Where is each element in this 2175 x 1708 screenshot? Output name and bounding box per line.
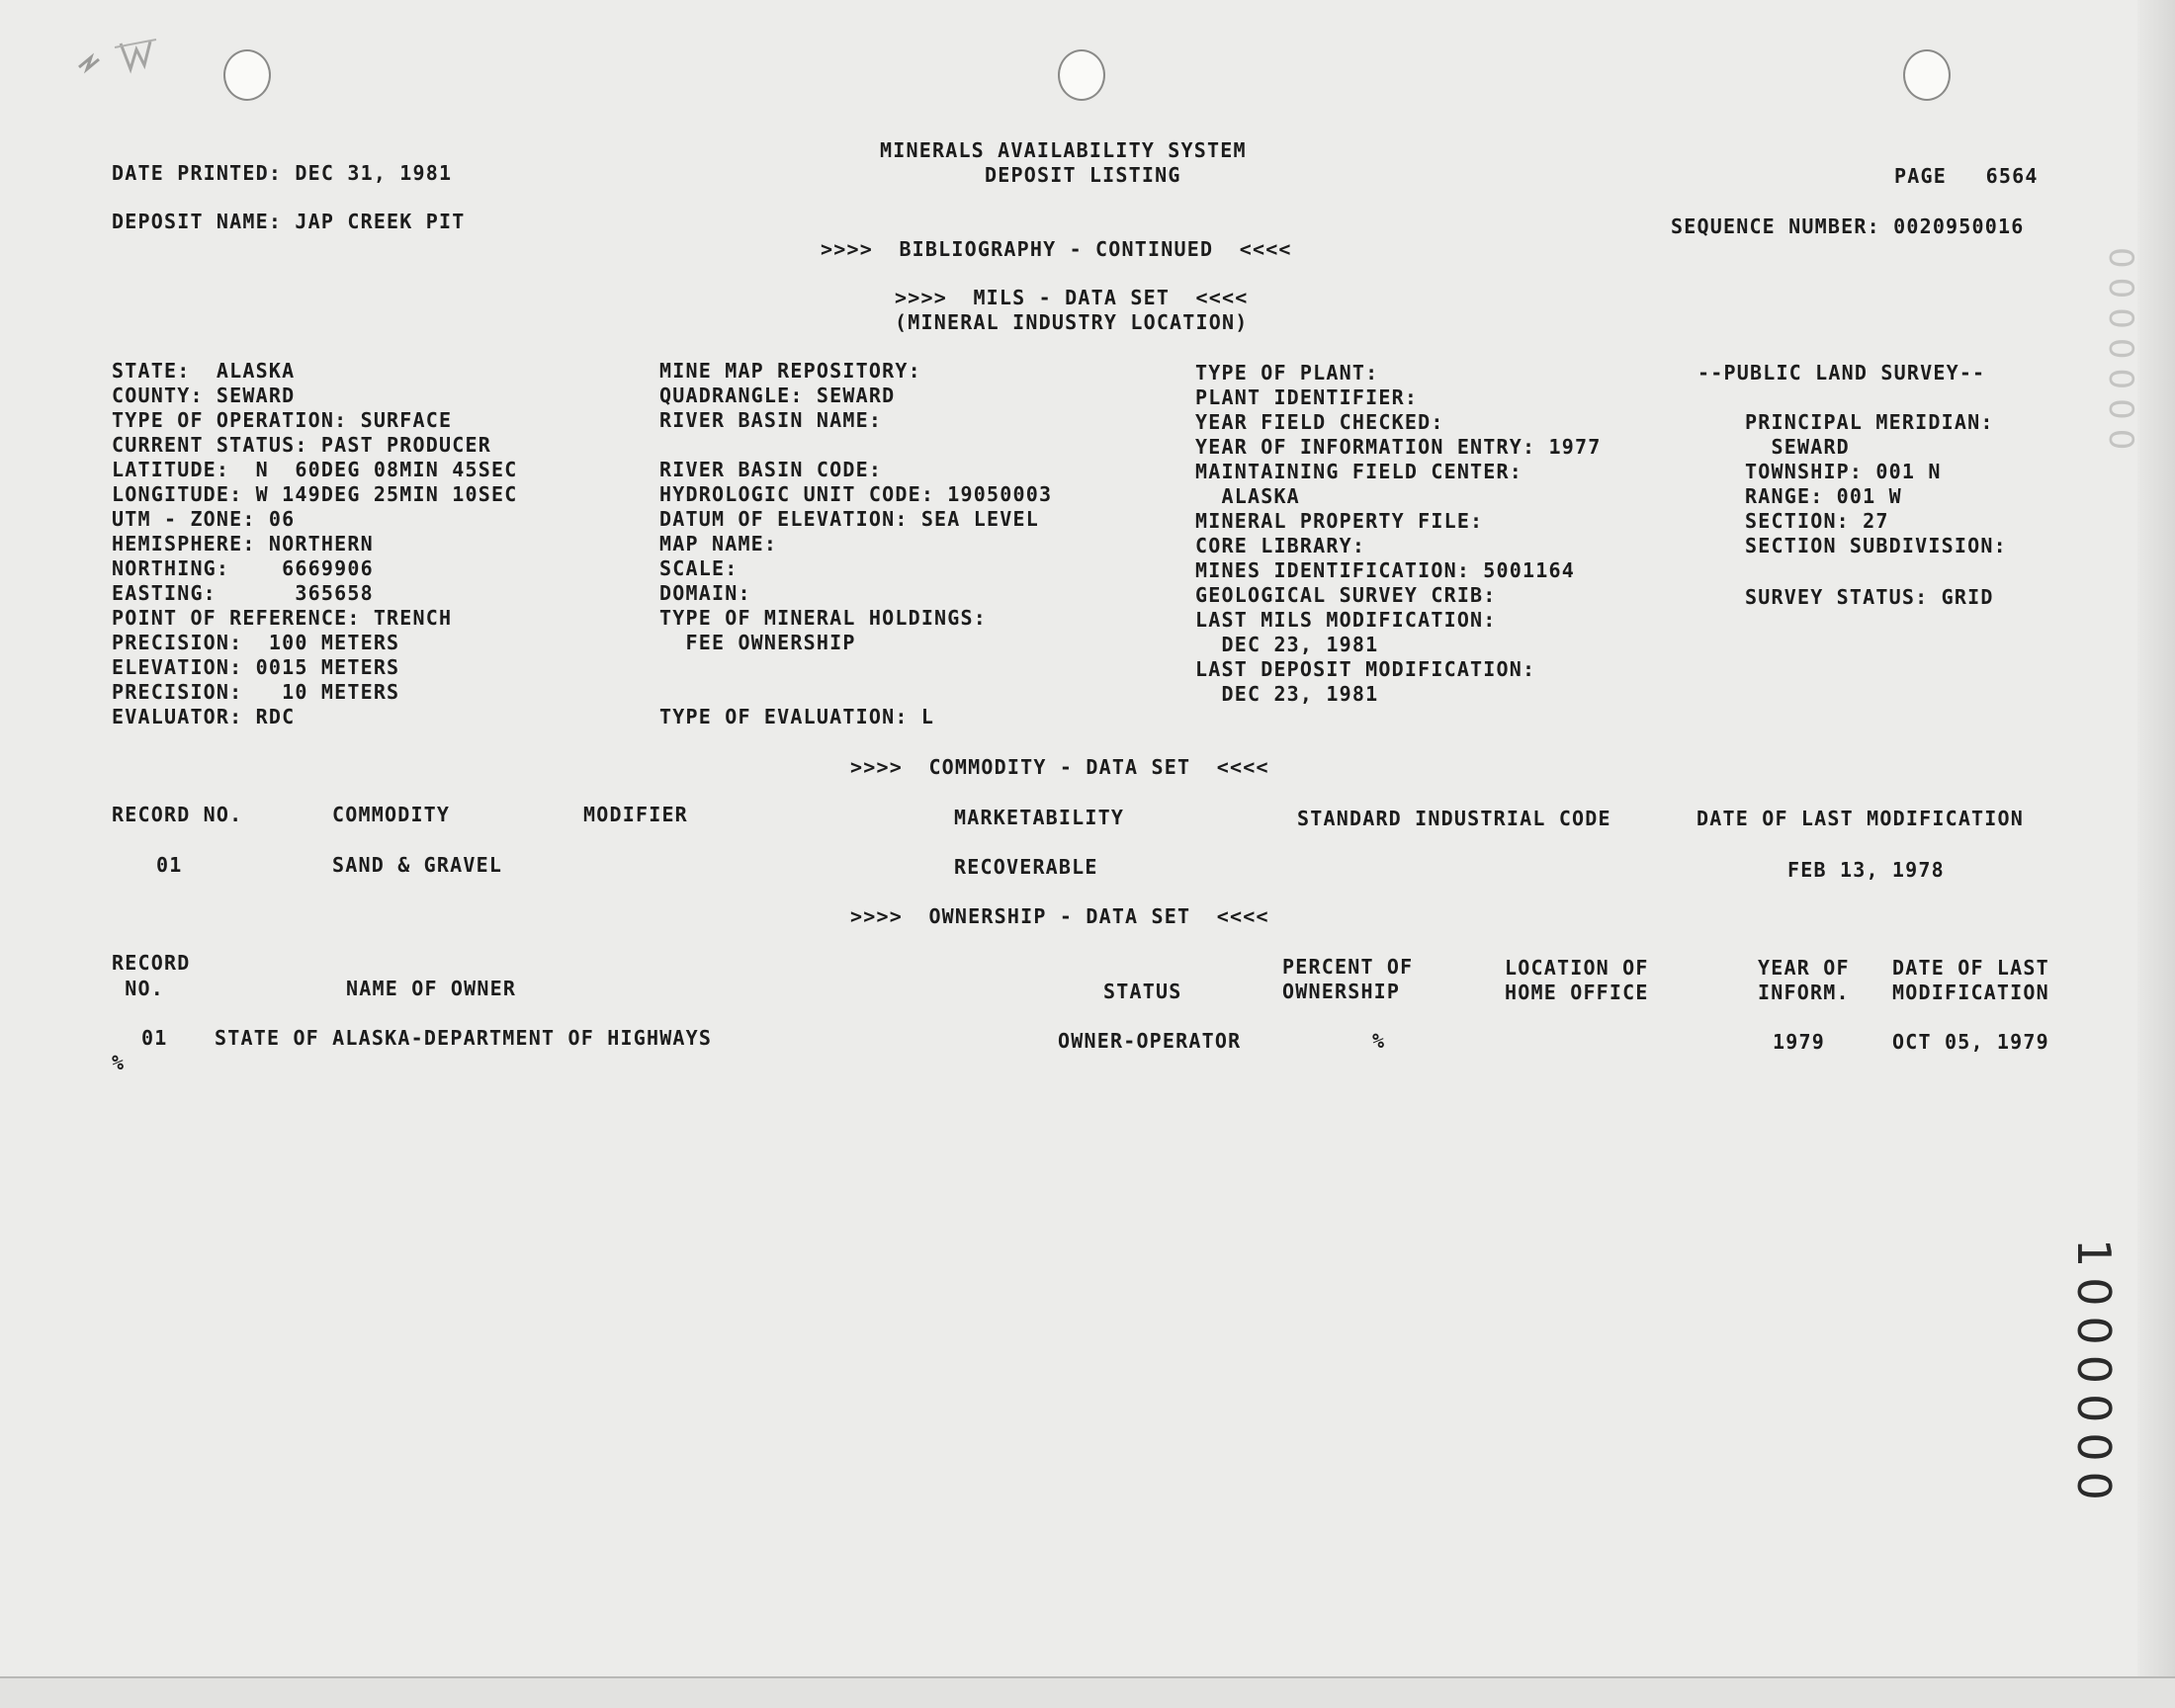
mils-field: FEE OWNERSHIP [659, 631, 856, 654]
mils-column-mapping-bottom [659, 458, 1052, 655]
page-number: PAGE 6564 [1894, 164, 2039, 188]
survey-field: SEWARD [1745, 435, 1850, 459]
mils-field: ELEVATION: 0015 METERS [112, 655, 400, 679]
commodity-header-record-no: RECORD NO. [112, 803, 243, 826]
punch-hole-center [1058, 49, 1105, 101]
commodity-row-marketability: RECOVERABLE [954, 855, 1098, 879]
mils-field: ALASKA [1195, 484, 1300, 508]
mils-field: DOMAIN: [659, 581, 751, 605]
ownership-header-location-2: HOME OFFICE [1505, 981, 1649, 1004]
mils-field: SCALE: [659, 556, 739, 580]
commodity-header-commodity: COMMODITY [332, 803, 451, 826]
ownership-header-date: DATE OF LAST [1892, 956, 2049, 980]
ownership-row-name: STATE OF ALASKA-DEPARTMENT OF HIGHWAYS [215, 1026, 713, 1050]
mils-field: POINT OF REFERENCE: TRENCH [112, 606, 453, 630]
mils-column-mapping-top [659, 359, 921, 433]
survey-field: SECTION SUBDIVISION: [1745, 534, 2007, 557]
mils-field: UTM - ZONE: 06 [112, 507, 296, 531]
mils-field: YEAR FIELD CHECKED: [1195, 410, 1444, 434]
mils-field: PLANT IDENTIFIER: [1195, 385, 1419, 409]
mils-field: DATUM OF ELEVATION: SEA LEVEL [659, 507, 1039, 531]
sequence-number: SEQUENCE NUMBER: 0020950016 [1671, 214, 2025, 238]
commodity-banner: >>>> COMMODITY - DATA SET <<<< [850, 755, 1269, 779]
mils-field: PRECISION: 100 METERS [112, 631, 400, 654]
ownership-banner: >>>> OWNERSHIP - DATA SET <<<< [850, 904, 1269, 928]
ownership-header-percent-2: OWNERSHIP [1282, 980, 1401, 1003]
survey-status: SURVEY STATUS: GRID [1745, 585, 1994, 609]
commodity-header-last-mod: DATE OF LAST MODIFICATION [1696, 807, 2025, 830]
film-frame-number: 1000000 [2067, 1238, 2121, 1510]
bibliography-banner: >>>> BIBLIOGRAPHY - CONTINUED <<<< [821, 237, 1292, 261]
commodity-header-modifier: MODIFIER [583, 803, 688, 826]
ownership-row-year: 1979 [1773, 1030, 1825, 1054]
mils-field: MAINTAINING FIELD CENTER: [1195, 460, 1523, 483]
ownership-row-percent: % [1372, 1029, 1386, 1053]
mils-field: HYDROLOGIC UNIT CODE: 19050003 [659, 482, 1053, 506]
page-edge-shadow [2137, 0, 2175, 1708]
ownership-header-year-2: INFORM. [1758, 981, 1850, 1004]
mils-field: NORTHING: 6669906 [112, 556, 374, 580]
trailing-percent-mark: % [112, 1051, 126, 1074]
mils-field: GEOLOGICAL SURVEY CRIB: [1195, 583, 1497, 607]
ownership-row-status: OWNER-OPERATOR [1058, 1029, 1242, 1053]
survey-field: RANGE: 001 W [1745, 484, 1902, 508]
mils-field: MINE MAP REPOSITORY: [659, 359, 921, 383]
listing-title: DEPOSIT LISTING [985, 163, 1181, 187]
mils-field: RIVER BASIN CODE: [659, 458, 883, 481]
survey-field: SECTION: 27 [1745, 509, 1889, 533]
system-title: MINERALS AVAILABILITY SYSTEM [880, 138, 1247, 162]
mils-field: DEC 23, 1981 [1195, 682, 1379, 706]
ownership-row-last-mod: OCT 05, 1979 [1892, 1030, 2049, 1054]
mils-field: CORE LIBRARY: [1195, 534, 1366, 557]
mils-field: TYPE OF PLANT: [1195, 361, 1379, 384]
mils-field: LATITUDE: N 60DEG 08MIN 45SEC [112, 458, 518, 481]
commodity-row-commodity: SAND & GRAVEL [332, 853, 503, 877]
mils-field: PRECISION: 10 METERS [112, 680, 400, 704]
mils-field: TYPE OF MINERAL HOLDINGS: [659, 606, 988, 630]
ownership-header-record-no: NO. [112, 977, 164, 1000]
mils-column-location [112, 359, 517, 729]
mils-field: LAST MILS MODIFICATION: [1195, 608, 1497, 632]
ownership-header-percent: PERCENT OF [1282, 955, 1414, 979]
mils-field: MAP NAME: [659, 532, 778, 555]
commodity-header-sic: STANDARD INDUSTRIAL CODE [1297, 807, 1611, 830]
ownership-row-record-no: 01 [141, 1026, 168, 1050]
mils-field: EVALUATOR: RDC [112, 705, 296, 728]
mils-field: QUADRANGLE: SEWARD [659, 384, 896, 407]
mils-field: LONGITUDE: W 149DEG 25MIN 10SEC [112, 482, 518, 506]
public-land-survey-details [1745, 410, 2007, 558]
mils-subtitle: (MINERAL INDUSTRY LOCATION) [895, 310, 1249, 334]
date-printed: DATE PRINTED: DEC 31, 1981 [112, 161, 453, 185]
mils-field: HEMISPHERE: NORTHERN [112, 532, 374, 555]
mils-field: CURRENT STATUS: PAST PRODUCER [112, 433, 491, 457]
mils-field: TYPE OF OPERATION: SURFACE [112, 408, 453, 432]
mils-field: RIVER BASIN NAME: [659, 408, 883, 432]
ownership-header-record: RECORD [112, 951, 191, 975]
page-bottom-edge [0, 1676, 2175, 1708]
commodity-row-record-no: 01 [156, 853, 183, 877]
punch-hole-right [1903, 49, 1951, 101]
deposit-name: DEPOSIT NAME: JAP CREEK PIT [112, 210, 466, 233]
ownership-header-date-2: MODIFICATION [1892, 981, 2049, 1004]
survey-field: PRINCIPAL MERIDIAN: [1745, 410, 1994, 434]
mils-column-admin [1195, 361, 1601, 707]
survey-field: TOWNSHIP: 001 N [1745, 460, 1942, 483]
mils-field: COUNTY: SEWARD [112, 384, 296, 407]
ownership-header-year: YEAR OF [1758, 956, 1850, 980]
ownership-header-name: NAME OF OWNER [346, 977, 517, 1000]
type-of-evaluation: TYPE OF EVALUATION: L [659, 705, 935, 728]
commodity-header-marketability: MARKETABILITY [954, 806, 1125, 829]
punch-hole-left [223, 49, 271, 101]
commodity-row-last-mod: FEB 13, 1978 [1787, 858, 1945, 882]
mils-field: STATE: ALASKA [112, 359, 296, 383]
mils-field: EASTING: 365658 [112, 581, 374, 605]
mils-banner: >>>> MILS - DATA SET <<<< [895, 286, 1249, 309]
pencil-mark-icon [71, 30, 180, 79]
ownership-header-location: LOCATION OF [1505, 956, 1649, 980]
mils-field: LAST DEPOSIT MODIFICATION: [1195, 657, 1536, 681]
mils-field: MINES IDENTIFICATION: 5001164 [1195, 558, 1575, 582]
faint-film-number: 0000000 [2101, 247, 2140, 460]
mils-field: YEAR OF INFORMATION ENTRY: 1977 [1195, 435, 1602, 459]
ownership-header-status: STATUS [1103, 980, 1182, 1003]
mils-field: DEC 23, 1981 [1195, 633, 1379, 656]
public-land-survey-title: --PUBLIC LAND SURVEY-- [1697, 361, 1986, 384]
mils-field: MINERAL PROPERTY FILE: [1195, 509, 1484, 533]
